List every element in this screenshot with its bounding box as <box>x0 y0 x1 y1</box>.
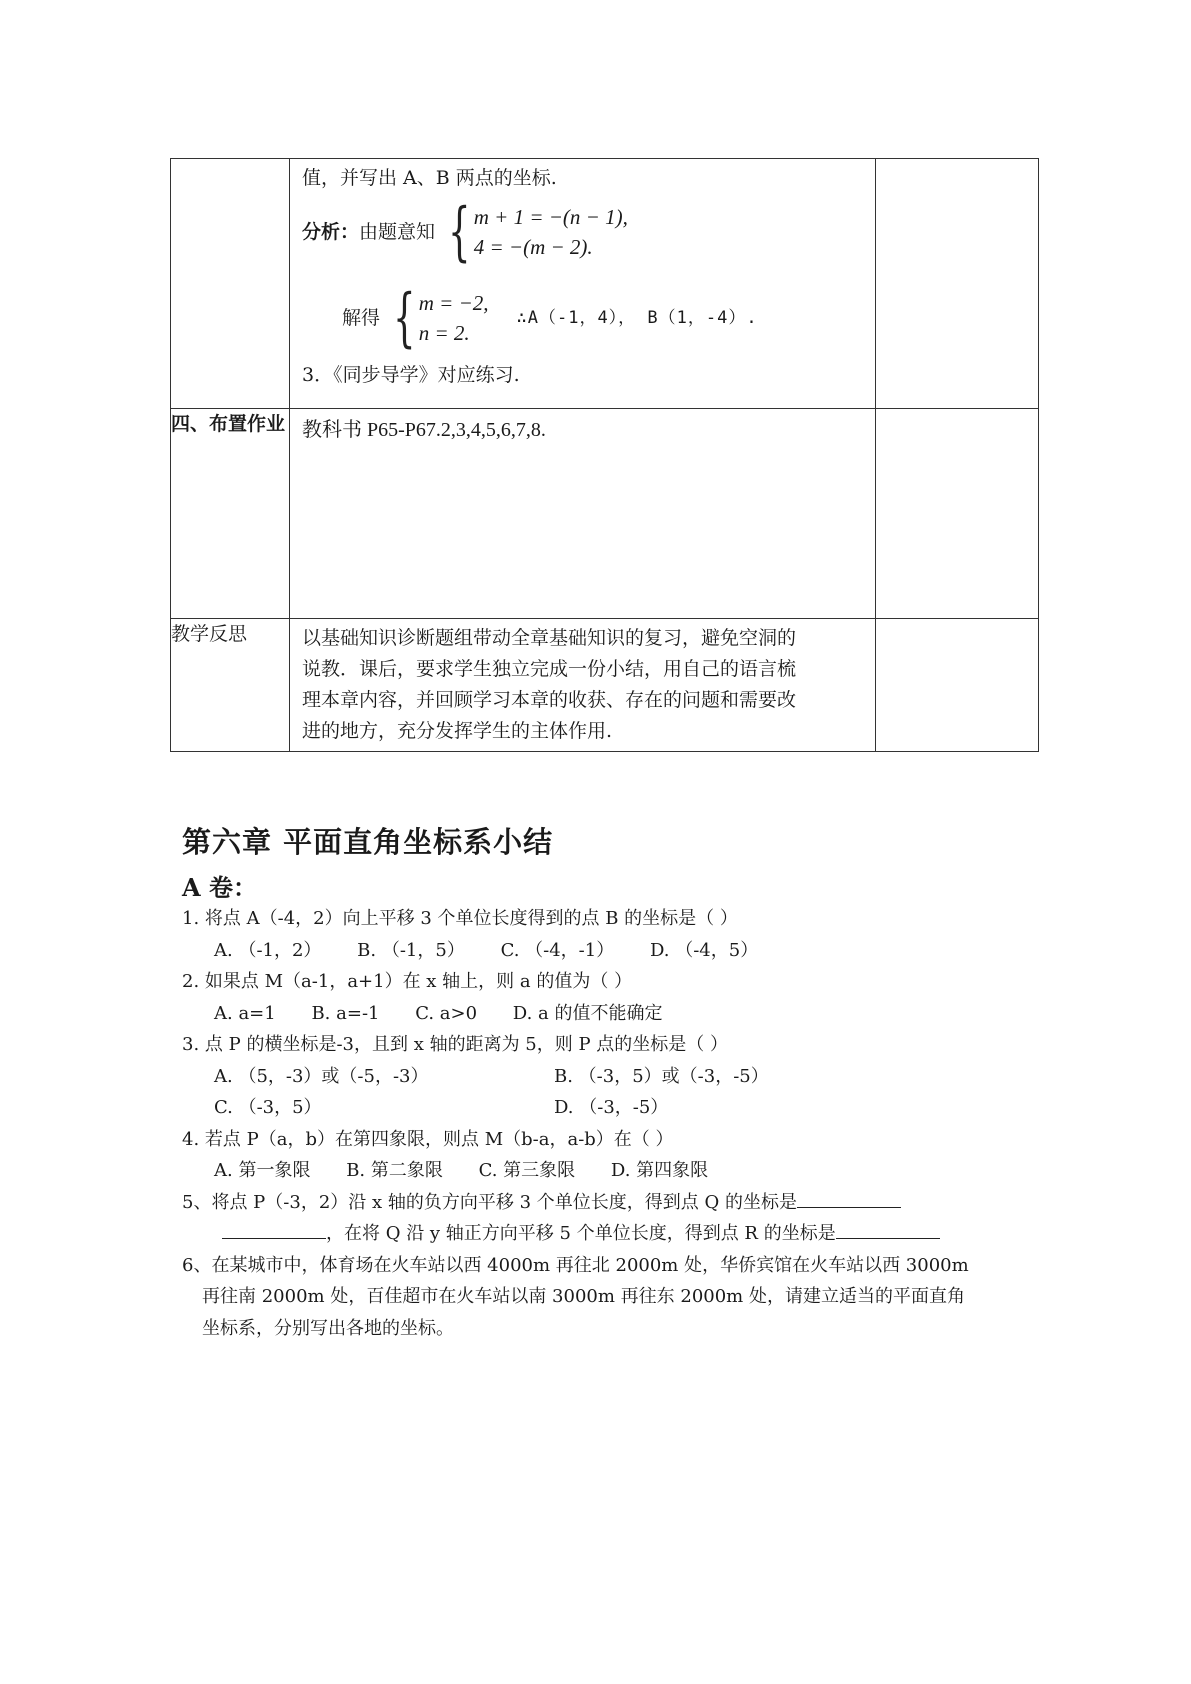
solution-block <box>342 281 863 355</box>
question-6-line: 坐标系，分别写出各地的坐标。 <box>202 1317 454 1339</box>
homework-text: 教科书 P65-P67.2,3,4,5,6,7,8. <box>302 419 546 441</box>
row-notes-cell <box>876 409 1039 619</box>
equation-1: m + 1 = −(n − 1), <box>473 205 628 229</box>
option: B. 第二象限 <box>346 1160 443 1181</box>
option: B. a=-1 <box>311 1002 380 1024</box>
question-list <box>182 903 1062 1344</box>
solution-1: m = −2, <box>418 291 489 315</box>
option: C. 第三象限 <box>478 1160 576 1181</box>
answer-blank <box>222 1218 326 1239</box>
question-2-options <box>182 998 1062 1030</box>
row-notes-cell <box>876 159 1039 409</box>
volume-title: A 卷： <box>182 873 257 902</box>
question-5 <box>182 1187 1062 1219</box>
reflection-line: 以基础知识诊断题组带动全章基础知识的复习，避免空洞的 <box>302 627 797 649</box>
answer-blank <box>797 1187 901 1208</box>
homework-content-cell <box>290 409 876 619</box>
solution-system <box>384 281 489 355</box>
option: C. （-4，-1） <box>500 939 615 961</box>
problem-continuation: 值，并写出 A、B 两点的坐标. <box>302 167 557 189</box>
option: B. （-3，5）或（-3，-5） <box>554 1065 769 1087</box>
row-content-cell <box>290 159 876 409</box>
solution-2: n = 2. <box>418 321 470 345</box>
table-row <box>171 409 1039 619</box>
option: C. （-3，5） <box>214 1097 322 1118</box>
option: A. （5，-3）或（-5，-3） <box>214 1065 429 1087</box>
question-6-line: 6、在某城市中，体育场在火车站以西 4000m 再往北 2000m 处，华侨宾馆在火车站以西 3000m <box>182 1254 969 1276</box>
option: A. 第一象限 <box>214 1160 311 1181</box>
analysis-block <box>302 195 863 269</box>
homework-label: 四、布置作业 <box>171 409 290 619</box>
option: D. （-4，5） <box>649 939 759 961</box>
reflection-label: 教学反思 <box>171 619 290 752</box>
chapter-title: 第六章 平面直角坐标系小结 <box>182 825 554 859</box>
row-label-cell <box>171 159 290 409</box>
option: B. （-1，5） <box>357 939 465 961</box>
option: D. a 的值不能确定 <box>512 1002 663 1024</box>
reflection-line: 进的地方，充分发挥学生的主体作用. <box>302 720 613 742</box>
analysis-text: 由题意知 <box>359 220 436 243</box>
option: D. （-3，-5） <box>554 1097 669 1118</box>
left-brace-icon: { <box>393 281 416 355</box>
table-row <box>171 619 1039 752</box>
reflection-line: 理本章内容，并回顾学习本章的收获、存在的问题和需要改 <box>302 689 797 711</box>
equation-system <box>439 195 628 269</box>
analysis-label: 分析： <box>302 220 360 243</box>
therefore-result: ∴A（-1，4）， B（1，-4）. <box>516 307 758 328</box>
equation-2: 4 = −(m − 2). <box>473 235 593 259</box>
option: A. a=1 <box>214 1002 276 1024</box>
question-1-options <box>182 935 1062 967</box>
question-2: 2. 如果点 M（a-1，a+1）在 x 轴上，则 a 的值为（ ） <box>182 971 633 992</box>
question-3: 3. 点 P 的横坐标是-3，且到 x 轴的距离为 5，则 P 点的坐标是（ ） <box>182 1034 729 1055</box>
row-notes-cell <box>876 619 1039 752</box>
reflection-content-cell <box>290 619 876 752</box>
question-5-part1: 5、将点 P（-3，2）沿 x 轴的负方向平移 3 个单位长度，得到点 Q 的坐标是 <box>182 1191 797 1213</box>
question-6-line: 再往南 2000m 处，百佳超市在火车站以南 3000m 再往东 2000m 处，请建立适当的平面直角 <box>202 1286 965 1307</box>
question-3-options <box>182 1061 1062 1124</box>
option: D. 第四象限 <box>610 1160 709 1181</box>
practice-line: 3．《同步导学》对应练习. <box>302 364 520 386</box>
reflection-line: 说教．课后，要求学生独立完成一份小结，用自己的语言梳 <box>302 658 797 680</box>
lesson-plan-table <box>170 158 1039 752</box>
question-4: 4. 若点 P（a，b）在第四象限，则点 M（b-a，a-b）在（ ） <box>182 1128 674 1150</box>
question-5-part2: ，在将 Q 沿 y 轴正方向平移 5 个单位长度，得到点 R 的坐标是 <box>326 1223 836 1244</box>
option: C. a>0 <box>415 1002 478 1024</box>
question-5-continued <box>182 1218 1062 1250</box>
answer-blank <box>836 1218 940 1239</box>
question-4-options <box>182 1155 1062 1187</box>
left-brace-icon: { <box>448 195 471 269</box>
question-1: 1. 将点 A（-4，2）向上平移 3 个单位长度得到的点 B 的坐标是（ ） <box>182 908 738 929</box>
table-row <box>171 159 1039 409</box>
solve-text: 解得 <box>342 306 381 329</box>
option: A. （-1，2） <box>214 939 322 961</box>
